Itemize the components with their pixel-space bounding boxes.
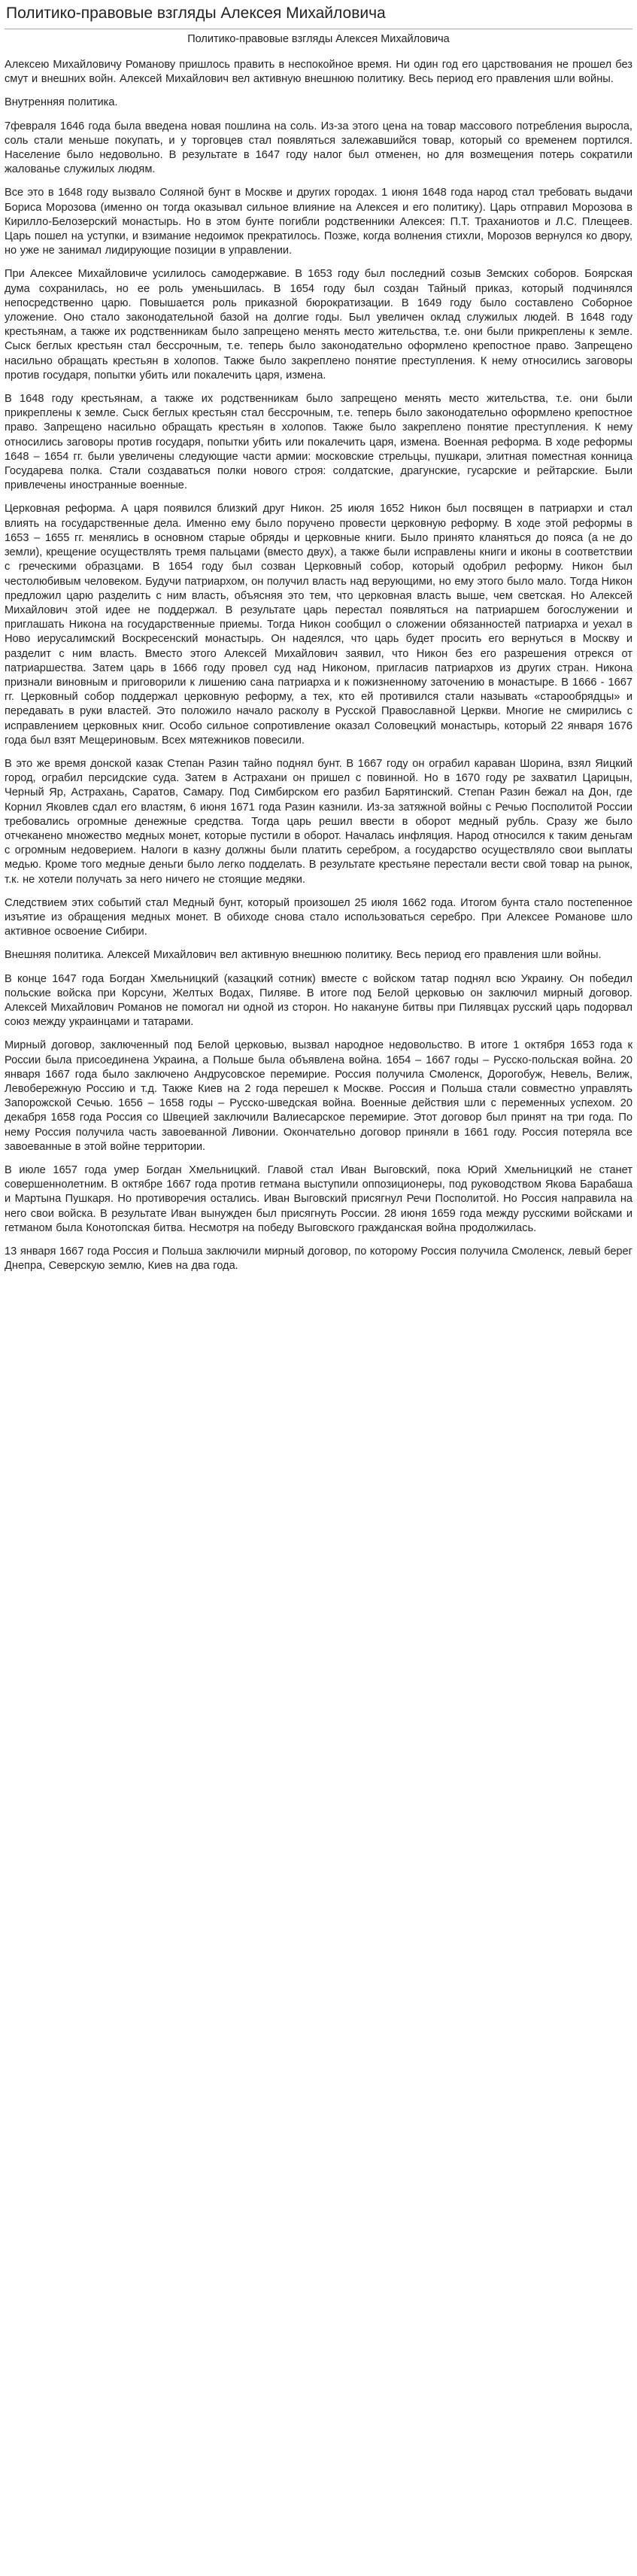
- paragraph-peace-treaty: 13 января 1667 года Россия и Польша заключили мирный договор, по которому Россия получила Смоленск, левый берег Днепра, Северскую землю, Киев на два года.: [5, 1245, 632, 1273]
- document-page: [0, 0, 637, 1273]
- section-heading-domestic-policy: Внутренняя политика.: [5, 96, 118, 109]
- document-subtitle: Политико-правовые взгляды Алексея Михайловича: [187, 33, 450, 45]
- document-body: [5, 58, 632, 1273]
- paragraph-serfdom-military-reform: В 1648 году крестьянам, а также их родственникам было запрещено менять место жительства, т.е. они были прикреплены к земле. Сыск беглых крестьян стал бессрочным, т.е. теперь было законодательно оформлено крепостное право. Запрещено насильно обращать крестьян в холопов. Также было закреплено понятие преступления. К нему относились заговоры против государя, попытки убить или покалечить царя, измена. Военная реформа. В ходе реформы 1648 – 1654 гг. были увеличены следующие части армии: московские стрельцы, пушкари, элитная поместная конница Государева полка. Стали создаваться полки нового строя: солдатские, драгунские, гусарские и рейтарские. Были привлечены иностранные военные.: [5, 393, 632, 492]
- paragraph-wars: Мирный договор, заключенный под Белой церковью, вызвал народное недовольство. В итоге 1 октября 1653 года к России была присоединена Украина, а Польше была объявлена война. 1654 – 1667 годы – Русско-польская война. 20 января 1667 года было заключено Андрусовское перемирие. Россия получила Смоленск, Дорогобуж, Невель, Велиж, Левобережную Россию и т.д. Также Киев на 2 года перешел к Москве. Россия и Польша стали совместно управлять Запорожской Сечью. 1656 – 1658 годы – Русско-шведская война. Военные действия шли с переменных успехом. 20 декабря 1658 года Россия со Швецией заключили Валиесарское перемирие. Этот договор был принят на три года. По нему Россия получила часть завоеванной Ливонии. Окончательно договор приняли в 1661 году. Россия потеряла все завоеванные в этой войне территории.: [5, 1039, 632, 1153]
- paragraph-razin-revolt: В это же время донской казак Степан Разин тайно поднял бунт. В 1667 году он ограбил караван Шорина, взял Яицкий город, ограбил персидские суда. Затем в Астрахани он пришел с повинной. Но в 1670 году ре захватил Царицын, Черный Яр, Астрахань, Саратов, Самару. Под Симбирском его разбил Барятинский. Степан Разин бежал на Дон, где Корнил Яковлев сдал его властям, 6 июня 1671 года Разин казнили. Из-за затяжной войны с Речью Посполитой России требовались огромные денежные средства. Тогда царь решил ввести в оборот медный рубль. Сразу же было отчеканено множество медных монет, которые пустили в оборот. Началась инфляция. Народ относился к таким деньгам с огромным недоверием. Налоги в казну должны были платить серебром, а государство осуществляло свои выплаты медью. Кроме того медные деньги было легко подделать. В результате крестьяне перестали вести свой товар на рынок, т.к. не хотели получать за него ничего не стоящие медяки.: [5, 757, 632, 886]
- paragraph-autocracy: При Алексее Михайловиче усилилось самодержавие. В 1653 году был последний созыв Земских соборов. Боярская дума сохранилась, но ее роль уменьшилась. В 1654 году был создан Тайный приказ, который подчинялся непосредственно царю. Повышается роль приказной бюрократизации. В 1649 году было составлено Соборное уложение. Оно стало законодательной базой на долгие годы. Был увеличен оклад служилых людей. В 1648 году крестьянам, а также их родственникам было запрещено менять место жительства, т.е. они были прикреплены к земле. Сыск беглых крестьян стал бессрочным, т.е. теперь было законодательно оформлено крепостное право. Запрещено насильно обращать крестьян в холопов. Также было закреплено понятие преступления. К нему относились заговоры против государя, попытки убить или покалечить царя, измена.: [5, 268, 632, 382]
- paragraph-salt-riot: Все это в 1648 году вызвало Соляной бунт в Москве и других городах. 1 июня 1648 года народ стал требовать выдачи Бориса Морозова (именно он тогда оказывал сильное влияние на Алексея и его политику). Царь отправил Морозова в Кирилло-Белозерский монастырь. Но в этом бунте погибли родственники Алексея: П.Т. Траханиотов и Л.С. Плещеев. Царь пошел на уступки, и взимание недоимок прекратилось. Позже, когда волнения стихли, Морозов вернулся ко двору, но уже не занимал лидирующие позиции в управлении.: [5, 187, 632, 257]
- paragraph-khmelnytsky: В конце 1647 года Богдан Хмельницкий (казацкий сотник) вместе с войском татар поднял всю Украину. Он победил польские войска при Корсуни, Желтых Водах, Пиляве. В итоге под Белой церковью он заключил мирный договор. Алексей Михайлович Романов не помогал ни одной из сторон. Но накануне битвы при Пилявцах русский царь подорвал союз между украинцами и татарами.: [5, 972, 632, 1029]
- paragraph-intro: Алексею Михайловичу Романову пришлось править в неспокойное время. Ни один год его царствования не прошел без смут и внешних войн. Алексей Михайлович вел активную внешнюю политику. Весь период его правления шли войны.: [5, 59, 632, 86]
- paragraph-salt-tax: 7февраля 1646 года была введена новая пошлина на соль. Из-за этого цена на товар массового потребления выросла, соль стали меньше покупать, и у торговцев стал появляться залежавшийся товар, который со временем портился. Население было недовольно. В результате в 1647 году налог был отменен, но для возмещения потерь сократили жалованье служилых людям.: [5, 120, 632, 176]
- paragraph-copper-riot: Следствием этих событий стал Медный бунт, который произошел 25 июля 1662 года. Итогом бунта стало постепенное изъятие из обращения медных монет. В обиходе снова стало использоваться серебро. При Алексее Романове шло активное освоение Сибири.: [5, 896, 632, 938]
- page-title: Политико-правовые взгляды Алексея Михайловича: [5, 0, 632, 29]
- paragraph-church-reform: Церковная реформа. А царя появился близкий друг Никон. 25 июля 1652 Никон был посвящен в патриархи и стал влиять на государственные дела. Именно ему было поручено провести церковную реформу. В ходе этой реформы в 1653 – 1655 гг. менялись в основном старые обряды и церковные книги. Было принято кланяться до пояса (а не до земли), крещение осуществлять тремя пальцами (вместо двух), а также были исправлены книги и иконы в соответствии с греческими образцами. В 1654 году был созван Церковный собор, который одобрил реформу. Никон был честолюбивым человеком. Будучи патриархом, он получил власть над верующими, но ему этого было мало. Тогда Никон предложил царю разделить с ним власть, объясняя это тем, что церковная власть выше, чем светская. Но Алексей Михайлович этой идее не поддержал. В результате царь перестал появляться на патриаршем богослужении и приглашать Никона на государственные приемы. Тогда Никон сообщил о сложении обязанностей патриарха и уехал в Ново иерусалимский Воскресенский монастырь. Он надеялся, что царь будет просить его вернуться в Москву и разделит с ним власть. Вместо этого Алексей Михайлович заявил, что Никон без его разрешения отрекся от патриаршества. Затем царь в 1666 году провел суд над Никоном, пригласив патриархов из других стран. Никона признали виновным и приговорили к лишению сана патриарха и к пожизненному заточению в монастыре. В 1666 - 1667 гг. Церковный собор поддержал церковную реформу, а тех, кто ей противился стали называть «старообрядцы» и передавать в руки властей. Это положило начало расколу в Русской Православной Церкви. Многие не смирились с исправлением церковных книг. Особо сильное сопротивление оказал Соловецкий монастырь, который 22 января 1676 года был взят Мещериновым. Всех мятежников повесили.: [5, 503, 632, 747]
- paragraph-vyhovsky: В июле 1657 года умер Богдан Хмельницкий. Главой стал Иван Выговский, пока Юрий Хмельницкий не станет совершеннолетним. В октябре 1667 года против гетмана выступили оппозиционеры, под руководством Якова Барабаша и Мартына Пушкаря. Но противоречия остались. Иван Выговский присягнул Речи Посполитой. Но Россия направила на него свои войска. В результате Иван вынужден был присягнуть России. 28 июня 1659 года между русскими войсками и гетманом была Конотопская битва. Несмотря на победу Выговского гражданская война продолжилась.: [5, 1164, 632, 1234]
- section-heading-foreign-policy: Внешняя политика. Алексей Михайлович вел активную внешнюю политику. Весь период его правления шли войны.: [5, 949, 602, 962]
